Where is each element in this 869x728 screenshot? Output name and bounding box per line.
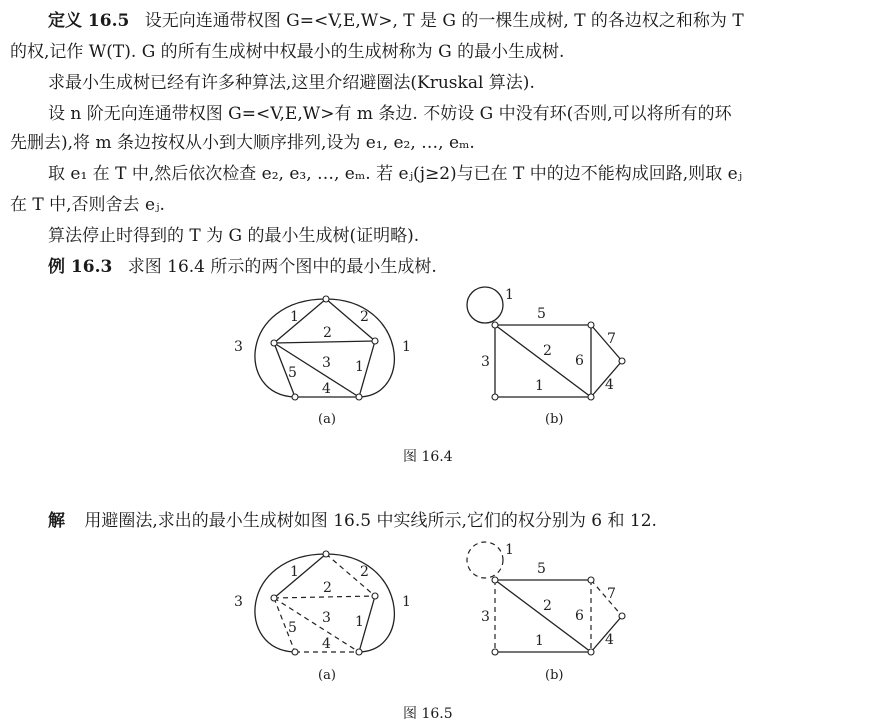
- vertex-left: [271, 340, 277, 346]
- weight-label: 3: [234, 339, 243, 355]
- vertex-right: [372, 338, 378, 344]
- tree-edge-w1-left: [274, 554, 326, 598]
- weight-label: 2: [543, 343, 552, 359]
- weight-label: 4: [322, 381, 331, 397]
- paragraph-kruskal-intro: 求最小生成树已经有许多种算法,这里介绍避圈法(Kruskal 算法).: [48, 73, 535, 93]
- weight-label: 1: [535, 378, 544, 394]
- weight-label: 3: [234, 594, 243, 610]
- edge-w2-middle: [274, 341, 375, 343]
- vertex-bottom-right: [588, 649, 594, 655]
- weight-label: 1: [535, 633, 544, 649]
- vertex-top-left: [492, 577, 498, 583]
- weight-label: 5: [288, 620, 297, 636]
- figure-16-5b-graph: [465, 540, 640, 665]
- weight-label: 2: [360, 309, 369, 325]
- definition-heading: 定义 16.5: [48, 11, 130, 31]
- weight-label: 3: [322, 355, 331, 371]
- weight-label: 2: [323, 580, 332, 596]
- weight-label: 1: [355, 359, 364, 375]
- figure-16-5b-label: (b): [545, 668, 564, 683]
- figure-16-5a-label: (a): [318, 668, 336, 683]
- figure-16-4a-graph: [230, 285, 420, 410]
- weight-label: 1: [505, 287, 514, 303]
- removed-edge-w3: [274, 598, 359, 652]
- example-heading: 例 16.3: [48, 257, 113, 277]
- paragraph-setup-2: 先删去),将 m 条边按权从小到大顺序排列,设为 e₁, e₂, …, eₘ.: [10, 133, 475, 153]
- vertex-bottom-right: [356, 394, 362, 400]
- weight-label: 6: [575, 608, 584, 624]
- paragraph-conclusion: 算法停止时得到的 T 为 G 的最小生成树(证明略).: [48, 226, 420, 246]
- example-text: 求图 16.4 所示的两个图中的最小生成树.: [127, 257, 437, 277]
- weight-label: 3: [481, 354, 490, 370]
- definition-text: 设无向连通带权图 G=<V,E,W>, T 是 G 的一棵生成树, T 的各边权之和称为 T: [144, 11, 744, 31]
- weight-label: 3: [481, 609, 490, 625]
- weight-label: 4: [605, 377, 614, 393]
- weight-label: 5: [288, 365, 297, 381]
- solution-text: 用避圈法,求出的最小生成树如图 16.5 中实线所示,它们的权分别为 6 和 12.: [84, 511, 657, 531]
- vertex-top-left: [492, 322, 498, 328]
- weight-label: 6: [575, 353, 584, 369]
- vertex-right: [372, 593, 378, 599]
- weight-label: 5: [537, 306, 546, 322]
- figure-16-5-caption: 图 16.5: [403, 706, 453, 722]
- weight-label: 1: [505, 542, 514, 558]
- figure-16-4b-graph: [465, 285, 640, 410]
- weight-label: 3: [322, 610, 331, 626]
- figure-16-4b-label: (b): [545, 412, 564, 427]
- weight-label: 1: [290, 564, 299, 580]
- figure-16-4-caption: 图 16.4: [403, 449, 453, 465]
- edge-w1-left: [274, 299, 326, 343]
- weight-label: 1: [402, 339, 411, 355]
- weight-label: 5: [537, 561, 546, 577]
- vertex-bottom-left: [492, 394, 498, 400]
- vertex-top-right: [588, 577, 594, 583]
- weight-label: 1: [290, 309, 299, 325]
- paragraph-setup-1: 设 n 阶无向连通带权图 G=<V,E,W>有 m 条边. 不妨设 G 中没有环(否则,可以将所有的环: [48, 104, 732, 124]
- vertex-bottom-right: [588, 394, 594, 400]
- paragraph-algorithm-2: 在 T 中,否则舍去 eⱼ.: [10, 195, 165, 215]
- weight-label: 4: [322, 636, 331, 652]
- weight-label: 2: [323, 325, 332, 341]
- removed-edge-w2-middle: [274, 596, 375, 598]
- weight-label: 7: [607, 586, 616, 602]
- vertex-left: [271, 595, 277, 601]
- loop-edge: [467, 287, 503, 323]
- weight-label: 4: [605, 632, 614, 648]
- weight-label: 1: [402, 594, 411, 610]
- paragraph-algorithm-1: 取 e₁ 在 T 中,然后依次检查 e₂, e₃, …, eₘ. 若 eⱼ(j≥2)与已在 T 中的边不能构成回路,则取 eⱼ: [48, 164, 743, 184]
- vertex-top: [323, 551, 329, 557]
- vertex-top: [323, 296, 329, 302]
- solution-heading: 解: [48, 511, 65, 531]
- vertex-bottom-left: [292, 649, 298, 655]
- edge-w3: [274, 343, 359, 397]
- vertex-bottom-left: [292, 394, 298, 400]
- vertex-bottom-right: [356, 649, 362, 655]
- weight-label: 1: [355, 614, 364, 630]
- vertex-right: [619, 358, 625, 364]
- vertex-top-right: [588, 322, 594, 328]
- weight-label: 2: [543, 598, 552, 614]
- figure-16-5a-graph: [230, 540, 420, 665]
- example-line: [48, 256, 437, 278]
- weight-label: 7: [607, 331, 616, 347]
- definition-line-1: [48, 10, 744, 32]
- removed-loop-edge: [467, 542, 503, 578]
- vertex-right: [619, 613, 625, 619]
- weight-label: 2: [360, 564, 369, 580]
- definition-line-2: 的权,记作 W(T). G 的所有生成树中权最小的生成树称为 G 的最小生成树.: [10, 42, 565, 62]
- vertex-bottom-left: [492, 649, 498, 655]
- solution-line: [48, 510, 657, 532]
- figure-16-4a-label: (a): [318, 412, 336, 427]
